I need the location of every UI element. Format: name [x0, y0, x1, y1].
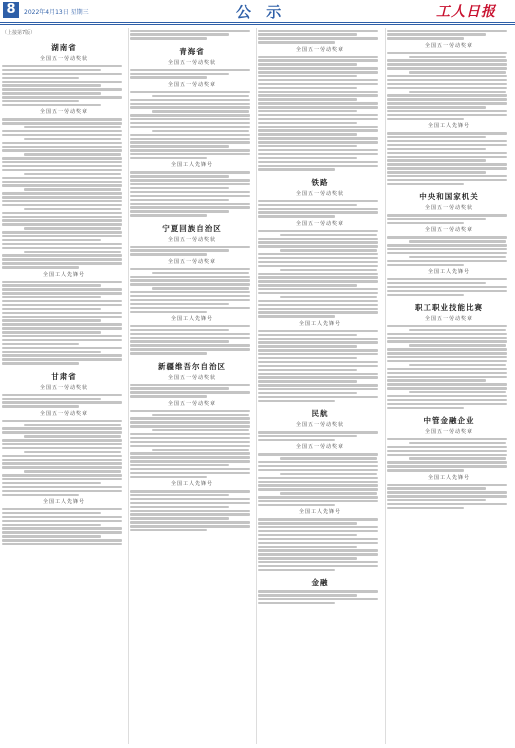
text-block — [2, 65, 126, 106]
page-header — [0, 0, 515, 22]
text-block — [258, 56, 382, 171]
text-block — [258, 200, 382, 218]
text-block — [130, 325, 254, 355]
award-heading: 全国工人先锋号 — [170, 481, 213, 488]
award-heading: 全国五一劳动奖状 — [424, 205, 473, 212]
text-block — [387, 214, 511, 224]
province-heading: 新疆维吾尔自治区 — [158, 361, 226, 371]
province-heading: 青海省 — [179, 46, 205, 56]
award-heading: 全国工人先锋号 — [427, 268, 470, 275]
text-block — [130, 171, 254, 216]
award-heading: 全国五一劳动奖章 — [39, 410, 88, 417]
award-heading: 全国五一劳动奖状 — [295, 422, 344, 429]
award-heading: 全国五一劳动奖状 — [167, 374, 216, 381]
award-heading: 全国五一劳动奖章 — [295, 46, 344, 53]
award-heading: 全国五一劳动奖章 — [167, 400, 216, 407]
masthead-logo: 工人日报 — [436, 4, 496, 20]
award-heading: 全国五一劳动奖章 — [39, 109, 88, 116]
award-heading: 全国五一劳动奖章 — [424, 429, 473, 436]
text-block — [130, 384, 254, 398]
province-heading: 中管金融企业 — [423, 416, 475, 426]
province-heading: 宁夏回族自治区 — [162, 223, 222, 233]
column-3 — [258, 28, 382, 746]
header-rule — [0, 22, 515, 23]
award-heading: 全国五一劳动奖章 — [167, 81, 216, 88]
award-heading: 全国工人先锋号 — [170, 315, 213, 322]
text-block — [258, 330, 382, 402]
province-heading: 金融 — [311, 578, 329, 588]
text-block — [130, 91, 254, 160]
award-heading: 全国五一劳动奖章 — [424, 42, 473, 49]
continued-note: （上接第7版） — [2, 30, 36, 36]
award-heading: 全国工人先锋号 — [170, 162, 213, 169]
text-block — [2, 394, 126, 408]
text-block — [130, 246, 254, 256]
province-heading: 中央和国家机关 — [419, 192, 479, 202]
text-block — [2, 281, 126, 365]
text-block — [387, 325, 511, 409]
province-heading: 铁路 — [311, 177, 329, 187]
header-rule-thin — [0, 24, 515, 25]
column-divider — [385, 28, 386, 744]
text-block — [387, 278, 511, 296]
province-heading: 湖南省 — [51, 43, 77, 52]
award-heading: 全国工人先锋号 — [42, 499, 85, 505]
award-heading: 全国五一劳动奖章 — [167, 258, 216, 265]
text-block — [387, 438, 511, 472]
column-1 — [2, 28, 126, 746]
text-block — [258, 590, 382, 604]
column-divider — [256, 28, 257, 744]
text-block — [258, 431, 382, 441]
award-heading: 全国工人先锋号 — [42, 271, 85, 278]
award-heading: 全国五一劳动奖状 — [295, 190, 344, 197]
text-block — [130, 268, 254, 313]
province-heading: 民航 — [311, 409, 329, 419]
page-number: 8 — [3, 2, 19, 18]
text-block — [130, 490, 254, 531]
text-block — [2, 420, 126, 496]
award-heading: 全国工人先锋号 — [427, 474, 470, 481]
award-heading: 全国五一劳动奖章 — [295, 220, 344, 227]
text-block — [258, 230, 382, 318]
award-heading: 全国五一劳动奖章 — [424, 227, 473, 234]
text-block — [258, 518, 382, 571]
text-block — [387, 236, 511, 266]
column-2 — [130, 28, 254, 746]
text-block — [130, 410, 254, 479]
award-heading: 全国五一劳动奖状 — [39, 384, 88, 391]
column-divider — [128, 28, 129, 744]
award-heading: 全国五一劳动奖章 — [295, 444, 344, 451]
section-title: 公 示 — [236, 3, 287, 21]
award-heading: 全国五一劳动奖状 — [39, 56, 88, 62]
text-block — [387, 52, 511, 121]
award-heading: 全国五一劳动奖章 — [424, 315, 473, 322]
text-block — [387, 30, 511, 40]
award-heading: 全国工人先锋号 — [298, 509, 341, 516]
text-block — [130, 30, 254, 40]
text-block — [130, 69, 254, 79]
text-block — [258, 30, 382, 44]
award-heading: 全国五一劳动奖状 — [167, 236, 216, 243]
text-block — [387, 484, 511, 510]
text-block — [387, 132, 511, 185]
award-heading: 全国工人先锋号 — [298, 320, 341, 327]
province-heading: 甘肃省 — [51, 371, 77, 381]
province-heading: 职工职业技能比赛 — [415, 302, 483, 312]
issue-date: 2022年4月13日 星期三 — [24, 9, 89, 16]
award-heading: 全国工人先锋号 — [427, 123, 470, 130]
column-4 — [387, 28, 511, 746]
award-heading: 全国五一劳动奖状 — [167, 59, 216, 66]
text-block — [2, 508, 126, 545]
text-block — [258, 453, 382, 506]
text-block — [2, 118, 126, 268]
